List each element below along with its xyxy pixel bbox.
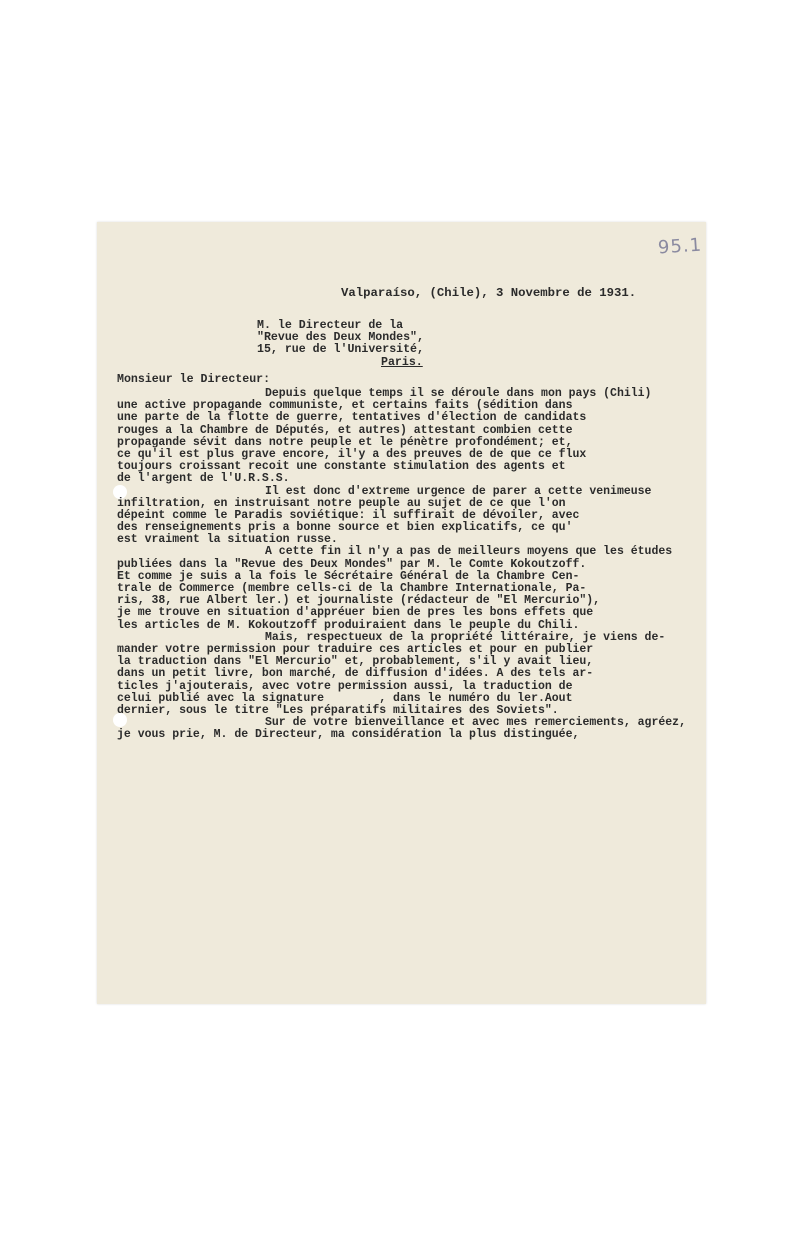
body-line: ticles j'ajouterais, avec votre permission aussi, la traduction de bbox=[117, 679, 573, 693]
body-line: Depuis quelque temps il se déroule dans mon pays (Chili) bbox=[265, 387, 652, 400]
body-line: Mais, respectueux de la propriété littéraire, je viens de- bbox=[265, 630, 666, 644]
folio-number: 95.1 bbox=[657, 234, 703, 259]
body-line: je vous prie, M. de Directeur, ma considération la plus distinguée, bbox=[117, 728, 580, 742]
body-line: ris, 38, rue Albert ler.) et journaliste (rédacteur de "El Mercurio"), bbox=[117, 594, 601, 608]
body-line: une active propagande communiste, et certains faits (sédition dans bbox=[117, 399, 573, 413]
body-line: Il est donc d'extreme urgence de parer a cette venimeuse bbox=[265, 484, 652, 498]
body-line: A cette fin il n'y a pas de meilleurs moyens que les études bbox=[265, 545, 673, 559]
salutation: Monsieur le Directeur: bbox=[117, 373, 271, 386]
letter-sheet bbox=[97, 222, 706, 1004]
body-line: dernier, sous le titre "Les préparatifs militaires des Soviets". bbox=[117, 703, 559, 717]
recipient-line: "Revue des Deux Mondes", bbox=[257, 331, 424, 344]
body-line: trale de Commerce (membre cells-ci de la Chambre Internationale, Pa- bbox=[117, 582, 587, 595]
body-line: toujours croissant recoit une constante stimulation des agents et bbox=[117, 460, 566, 474]
body-line: celui publié avec la signature , dans le numéro du ler.Aout bbox=[117, 691, 573, 705]
body-line: est vraiment la situation russe. bbox=[117, 533, 338, 547]
body-line: Sur de votre bienveillance et avec mes remerciements, agréez, bbox=[265, 716, 686, 730]
body-line: de l'argent de l'U.R.S.S. bbox=[117, 472, 290, 486]
body-line: Et comme je suis a la fois le Sécrétaire Général de la Chambre Cen- bbox=[117, 569, 580, 583]
dateline: Valparaíso, (Chile), 3 Novembre de 1931. bbox=[341, 286, 637, 300]
body-line: publiées dans la "Revue des Deux Mondes" par M. le Comte Kokoutzoff. bbox=[117, 557, 587, 571]
body-line: propagande sévit dans notre peuple et le pénètre profondément; et, bbox=[117, 435, 573, 449]
body-line: je me trouve en situation d'appréuer bien de pres les bons effets que bbox=[117, 606, 594, 620]
body-line: mander votre permission pour traduire ces articles et pour en publier bbox=[117, 642, 594, 656]
body-line: rouges a la Chambre de Députés, et autres) attestant combien cette bbox=[117, 423, 573, 437]
recipient-line: 15, rue de l'Université, bbox=[257, 343, 424, 356]
recipient-city: Paris. bbox=[381, 356, 423, 369]
recipient-line: M. le Directeur de la bbox=[257, 319, 404, 332]
body-line: infiltration, en instruisant notre peuple au sujet de ce que l'on bbox=[117, 496, 566, 510]
body-line: des renseignements pris a bonne source et bien explicatifs, ce qu' bbox=[117, 521, 573, 535]
body-line: dépeint comme le Paradis soviétique: il suffirait de dévoiler, avec bbox=[117, 508, 580, 522]
body-line: ce qu'il est plus grave encore, il'y a des preuves de de que ce flux bbox=[117, 447, 587, 461]
letter-body bbox=[117, 388, 702, 741]
body-line: les articles de M. Kokoutzoff produiraient dans le peuple du Chili. bbox=[117, 618, 580, 632]
body-line: la traduction dans "El Mercurio" et, probablement, s'il y avait lieu, bbox=[117, 655, 594, 669]
body-line: dans un petit livre, bon marché, de diffusion d'idées. A des tels ar- bbox=[117, 667, 594, 681]
body-line: une parte de la flotte de guerre, tentatives d'élection de candidats bbox=[117, 411, 587, 425]
